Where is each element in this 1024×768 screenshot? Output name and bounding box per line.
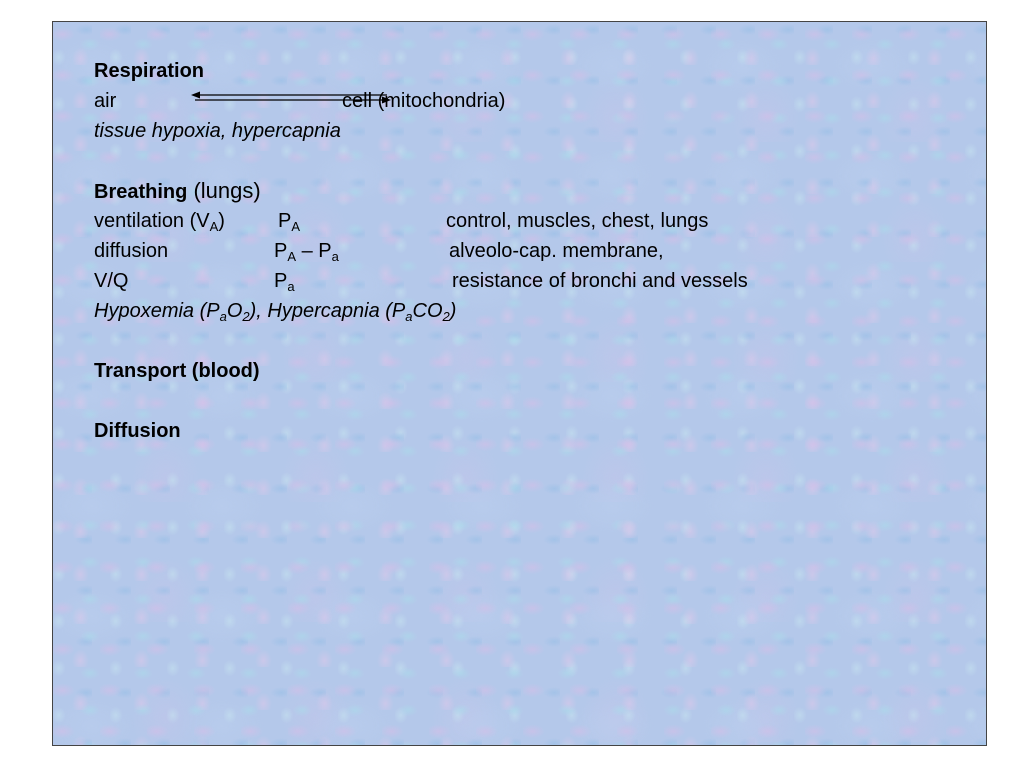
row-factor: resistance of bronchi and vessels <box>452 270 748 292</box>
slide <box>52 21 987 746</box>
row-pressure: $P_A - P_a$ <box>274 240 339 264</box>
row-factor: alveolo-cap. membrane, <box>449 240 664 262</box>
respiration-heading-line <box>94 56 954 86</box>
spacer <box>94 146 954 176</box>
row-label: ventilation $(V_A)$ <box>94 210 225 234</box>
tissue-hypoxia-line: tissue hypoxia, hypercapnia <box>94 120 341 142</box>
row-pressure: $P_a$ <box>274 270 295 294</box>
breathing-subheading: (lungs) <box>187 178 261 203</box>
spacer <box>94 386 954 416</box>
row-pressure: $P_A$ <box>278 210 301 234</box>
row-label: diffusion <box>94 240 169 262</box>
respiration-heading: Respiration <box>94 60 205 82</box>
spacer <box>94 326 954 356</box>
diffusion-heading: Diffusion <box>94 420 181 442</box>
slide-content <box>94 56 954 446</box>
breathing-row <box>94 266 954 296</box>
row-factor: control, muscles, chest, lungs <box>446 210 709 232</box>
air-label: air <box>94 90 117 112</box>
transport-heading: Transport (blood) <box>94 360 260 382</box>
hypoxemia-line: Hypoxemia $(P_aO_2)$, Hypercapnia $(P_aCO_2)$ <box>94 300 457 324</box>
row-label: V/Q <box>94 270 129 292</box>
breathing-row <box>94 206 954 236</box>
breathing-row <box>94 236 954 266</box>
breathing-heading-line <box>94 176 954 206</box>
mitochondria-label: (mitochondria) <box>372 90 506 112</box>
breathing-heading: Breathing <box>94 181 188 203</box>
cell-text <box>342 86 505 116</box>
cell-label: cell <box>342 90 373 112</box>
air-cell-line <box>94 86 954 116</box>
